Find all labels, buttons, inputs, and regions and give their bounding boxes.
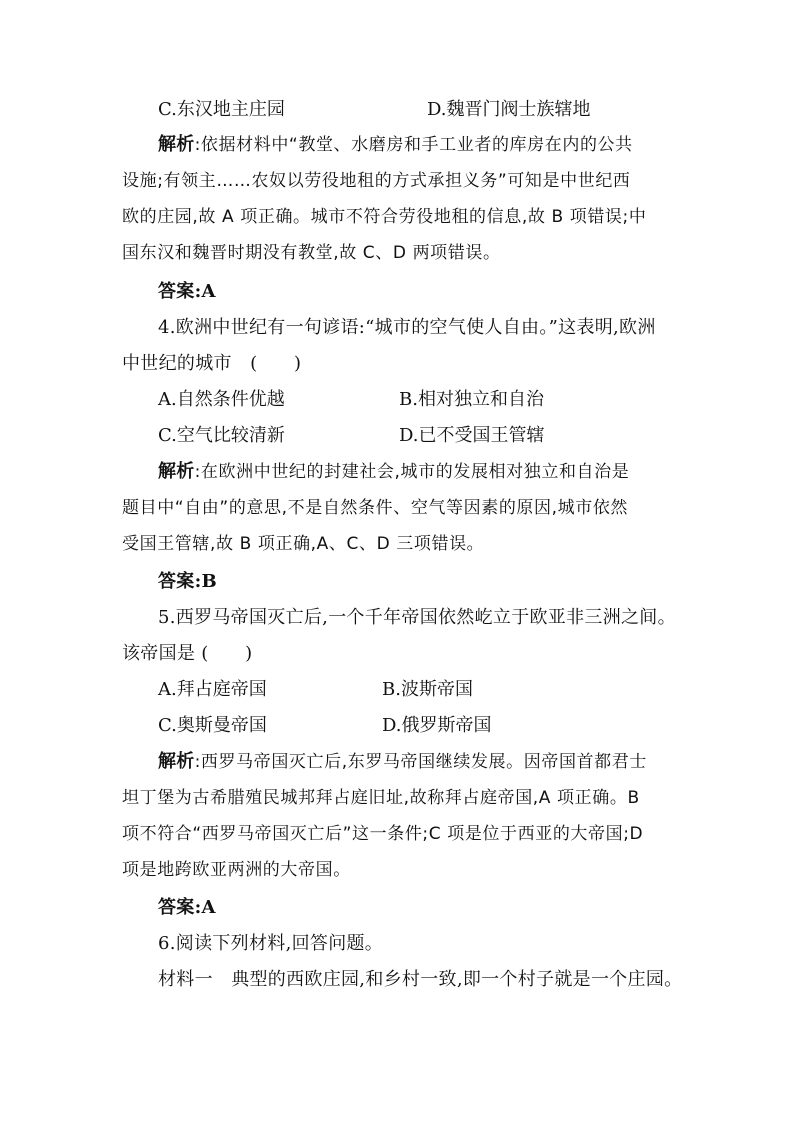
q4-option-b: B.相对独立和自治 [399, 389, 544, 410]
q5-analysis-line-3: 项不符合“西罗马帝国灭亡后”这一条件;C 项是位于西亚的大帝国;D [122, 824, 644, 844]
q5-analysis-line-4: 项是地跨欧亚两洲的大帝国。 [122, 860, 351, 880]
q6-material-1: 材料一 典型的西欧庄园,和乡村一致,即一个村子就是一个庄园。 [158, 969, 683, 990]
q3-option-d: D.魏晋门阀士族辖地 [427, 99, 591, 120]
q3-analysis-line-1 [158, 132, 633, 158]
analysis-label: 解析 [158, 751, 195, 772]
q5-option-d: D.俄罗斯帝国 [382, 715, 492, 736]
q4-analysis-line-3: 受国王管辖,故 B 项正确,A、C、D 三项错误。 [122, 534, 485, 554]
q3-analysis-line-2: 设施;有领主……农奴以劳役地租的方式承担义务”可知是中世纪西 [122, 171, 631, 191]
q4-analysis-line-2: 题目中“自由”的意思,不是自然条件、空气等因素的原因,城市依然 [122, 498, 629, 518]
q4-option-d: D.已不受国王管辖 [399, 425, 545, 446]
q5-answer: 答案:A [158, 897, 216, 918]
q5-analysis-line-1 [158, 749, 647, 775]
analysis-text: :在欧洲中世纪的封建社会,城市的发展相对独立和自治是 [194, 462, 630, 482]
analysis-label: 解析 [158, 461, 195, 482]
analysis-text: :依据材料中“教堂、水磨房和手工业者的库房在内的公共 [194, 135, 633, 155]
q6-stem: 6.阅读下列材料,回答问题。 [158, 933, 384, 954]
q4-option-a: A.自然条件优越 [158, 389, 285, 410]
q4-answer: 答案:B [158, 571, 218, 592]
q4-option-c: C.空气比较清新 [158, 425, 285, 446]
q4-analysis-line-1 [158, 459, 629, 485]
q5-option-b: B.波斯帝国 [382, 679, 473, 700]
q4-stem-line-1: 4.欧洲中世纪有一句谚语:“城市的空气使人自由。”这表明,欧洲 [158, 317, 656, 338]
q3-analysis-line-3: 欧的庄园,故 A 项正确。城市不符合劳役地租的信息,故 B 项错误;中 [122, 207, 647, 227]
q3-answer: 答案:A [158, 281, 216, 302]
q5-stem-line-2: 该帝国是 ( ) [122, 643, 253, 664]
q3-option-c: C.东汉地主庄园 [158, 99, 285, 120]
q4-stem-line-2: 中世纪的城市 ( ) [122, 353, 302, 374]
q5-option-a: A.拜占庭帝国 [158, 679, 267, 700]
q5-stem-line-1: 5.西罗马帝国灭亡后,一个千年帝国依然屹立于欧亚非三洲之间。 [158, 607, 676, 628]
q5-analysis-line-2: 坦丁堡为古希腊殖民城邦拜占庭旧址,故称拜占庭帝国,A 项正确。B [122, 788, 640, 808]
q3-analysis-line-4: 国东汉和魏晋时期没有教堂,故 C、D 两项错误。 [122, 243, 501, 263]
q5-option-c: C.奥斯曼帝国 [158, 715, 267, 736]
analysis-label: 解析 [158, 134, 195, 155]
analysis-text: :西罗马帝国灭亡后,东罗马帝国继续发展。因帝国首都君士 [194, 752, 647, 772]
